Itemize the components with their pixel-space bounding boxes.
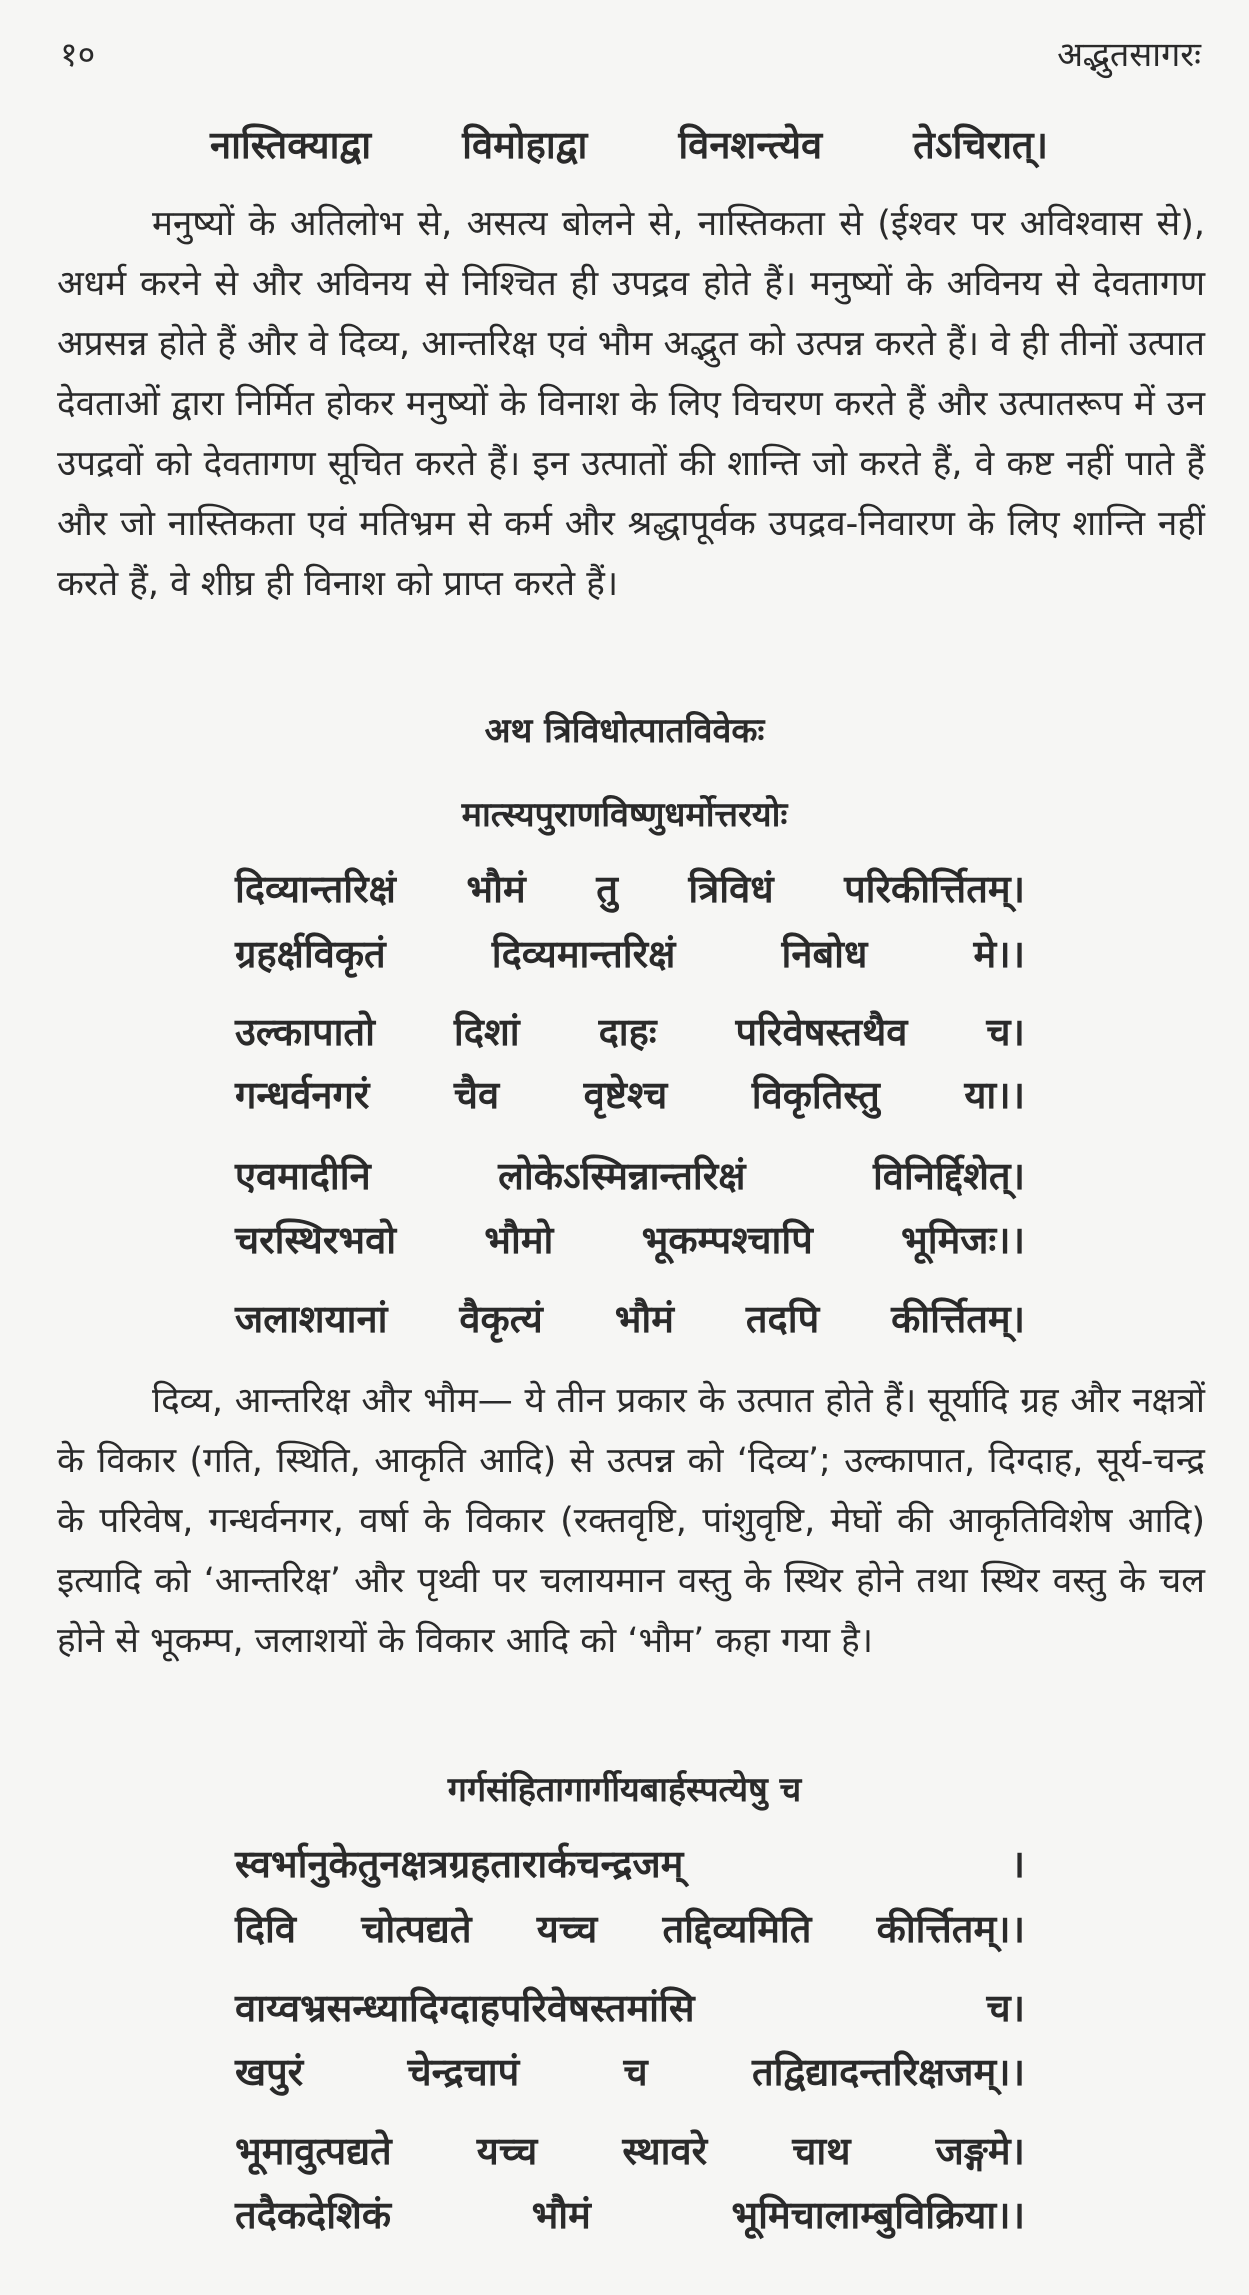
- verse-word: उल्कापातो: [235, 1010, 375, 1054]
- verse-word: तद्दिव्यमिति: [662, 1907, 812, 1951]
- verse-word: त्रिविधं: [688, 867, 774, 911]
- verse-word: भूमावुत्पद्यते: [235, 2129, 392, 2173]
- verse-line-10: [235, 1981, 1025, 2033]
- verse-word: कीर्त्तितम्।: [891, 1297, 1025, 1341]
- verse-word: जङ्गमे।: [935, 2129, 1025, 2173]
- verse-word: च।: [986, 1010, 1025, 1054]
- verse-word: ।: [1010, 1842, 1025, 1886]
- page-number: १०: [60, 35, 96, 75]
- verse-word: वाय्वभ्रसन्ध्यादिग्दाहपरिवेषस्तमांसि: [235, 1986, 695, 2030]
- verse-word: तद्विद्यादन्तरिक्षजम्।।: [751, 2050, 1025, 2094]
- verse-line-3: [235, 1005, 1025, 1057]
- verse-word: परिकीर्त्तितम्।: [844, 867, 1025, 911]
- verse-word: तदपि: [745, 1297, 820, 1341]
- verse-word: तु: [596, 867, 618, 911]
- verse-word: लोकेऽस्मिन्नान्तरिक्षं: [498, 1154, 746, 1198]
- verse-word: भूकम्पश्चापि: [641, 1218, 813, 1262]
- verse-word: निबोध: [781, 932, 868, 976]
- verse-line-2: [235, 927, 1025, 979]
- verse-word: खपुरं: [235, 2050, 304, 2094]
- verse-word: यच्च: [536, 1907, 598, 1951]
- verse-word: विमोहाद्वा: [462, 123, 588, 167]
- verse-word: एवमादीनि: [235, 1154, 371, 1198]
- verse-word: भौमं: [531, 2193, 591, 2237]
- verse-line-4: [235, 1068, 1025, 1120]
- verse-word: नास्तिक्याद्वा: [210, 123, 372, 167]
- section-heading: अथ त्रिविधोत्पातविवेकः: [484, 711, 765, 751]
- verse-word: ग्रहर्क्षविकृतं: [235, 932, 386, 976]
- verse-word: स्वर्भानुकेतुनक्षत्रग्रहतारार्कचन्द्रजम्: [235, 1842, 684, 1886]
- verse-word: चाथ: [792, 2129, 851, 2173]
- verse-word: वृष्टेश्च: [583, 1073, 668, 1117]
- top-verse-line: [210, 118, 1048, 170]
- verse-word: कीर्त्तितम्।।: [876, 1907, 1025, 1951]
- verse-word: स्थावरे: [622, 2129, 708, 2173]
- verse-word: दिव्यान्तरिक्षं: [235, 867, 396, 911]
- verse-word: गन्धर्वनगरं: [235, 1073, 370, 1117]
- verse-line-1: [235, 862, 1025, 914]
- verse-line-8: [235, 1837, 1025, 1889]
- verse-word: मे।।: [973, 932, 1025, 976]
- verse-word: यच्च: [476, 2129, 538, 2173]
- verse-word: चरस्थिरभवो: [235, 1218, 397, 1262]
- verse-line-7: [235, 1292, 1025, 1344]
- source-heading-2: गर्गसंहितागार्गीयबार्हस्पत्येषु च: [447, 1770, 802, 1810]
- verse-word: भौमं: [614, 1297, 674, 1341]
- verse-word: परिवेषस्तथैव: [735, 1010, 908, 1054]
- verse-line-12: [235, 2124, 1025, 2176]
- verse-line-6: [235, 1213, 1025, 1265]
- verse-word: जलाशयानां: [235, 1297, 388, 1341]
- verse-line-13: [235, 2188, 1025, 2240]
- verse-line-11: [235, 2045, 1025, 2097]
- paragraph-1: मनुष्यों के अतिलोभ से, असत्य बोलने से, नास्तिकता से (ईश्वर पर अविश्वास से), अधर्म करने से और अविनय से निश्चित ही उपद्रव होते हैं। मनुष्यों के अविनय से देवतागण अप्रसन्न होते हैं और वे दिव्य, आन्तरिक्ष एवं भौम अद्भुत को उत्पन्न करते हैं। वे ही तीनों उत्पात देवताओं द्वारा निर्मित होकर मनुष्यों के विनाश के लिए विचरण करते हैं और उत्पातरूप में उन उपद्रवों को देवतागण सूचित करते हैं। इन उत्पातों की शान्ति जो करते हैं, वे कष्ट नहीं पाते हैं और जो नास्तिकता एवं मतिभ्रम से कर्म और श्रद्धापूर्वक उपद्रव-निवारण के लिए शान्ति नहीं करते हैं, वे शीघ्र ही विनाश को प्राप्त करते हैं।: [57, 204, 1205, 604]
- verse-line-9: [235, 1902, 1025, 1954]
- verse-word: विनिर्द्दिशेत्।: [872, 1154, 1025, 1198]
- verse-word: च।: [986, 1986, 1025, 2030]
- verse-word: भौमं: [466, 867, 526, 911]
- verse-line-5: [235, 1149, 1025, 1201]
- verse-word: विनशन्त्येव: [678, 123, 823, 167]
- verse-word: दिशां: [453, 1010, 520, 1054]
- book-title: अद्भुतसागरः: [1057, 35, 1201, 75]
- verse-word: भूमिजः।।: [901, 1218, 1025, 1262]
- verse-word: दिव्यमान्तरिक्षं: [491, 932, 676, 976]
- verse-word: भूमिचालाम्बुविक्रिया।।: [731, 2193, 1025, 2237]
- verse-word: या।।: [964, 1073, 1025, 1117]
- verse-word: तेऽचिरात्।: [913, 123, 1048, 167]
- verse-word: दिवि: [235, 1907, 296, 1951]
- verse-word: विकृतिस्तु: [751, 1073, 880, 1117]
- verse-word: वैकृत्यं: [459, 1297, 543, 1341]
- verse-word: तदैकदेशिकं: [235, 2193, 392, 2237]
- verse-word: चोत्पद्यते: [361, 1907, 472, 1951]
- paragraph-2: दिव्य, आन्तरिक्ष और भौम— ये तीन प्रकार के उत्पात होते हैं। सूर्यादि ग्रह और नक्षत्रों के विकार (गति, स्थिति, आकृति आदि) से उत्पन्न को ‘दिव्य’; उल्कापात, दिग्दाह, सूर्य-चन्द्र के परिवेष, गन्धर्वनगर, वर्षा के विकार (रक्तवृष्टि, पांशुवृष्टि, मेघों की आकृतिविशेष आदि) इत्यादि को ‘आन्तरिक्ष’ और पृथ्वी पर चलायमान वस्तु के स्थिर होने तथा स्थिर वस्तु के चल होने से भूकम्प, जलाशयों के विकार आदि को ‘भौम’ कहा गया है।: [57, 1381, 1205, 1661]
- verse-word: चैव: [453, 1073, 500, 1117]
- source-heading-1: मात्स्यपुराणविष्णुधर्मोत्तरयोः: [461, 795, 788, 835]
- verse-word: दाहः: [598, 1010, 657, 1054]
- verse-word: भौमो: [484, 1218, 554, 1262]
- verse-word: चेन्द्रचापं: [407, 2050, 520, 2094]
- verse-word: च: [623, 2050, 648, 2094]
